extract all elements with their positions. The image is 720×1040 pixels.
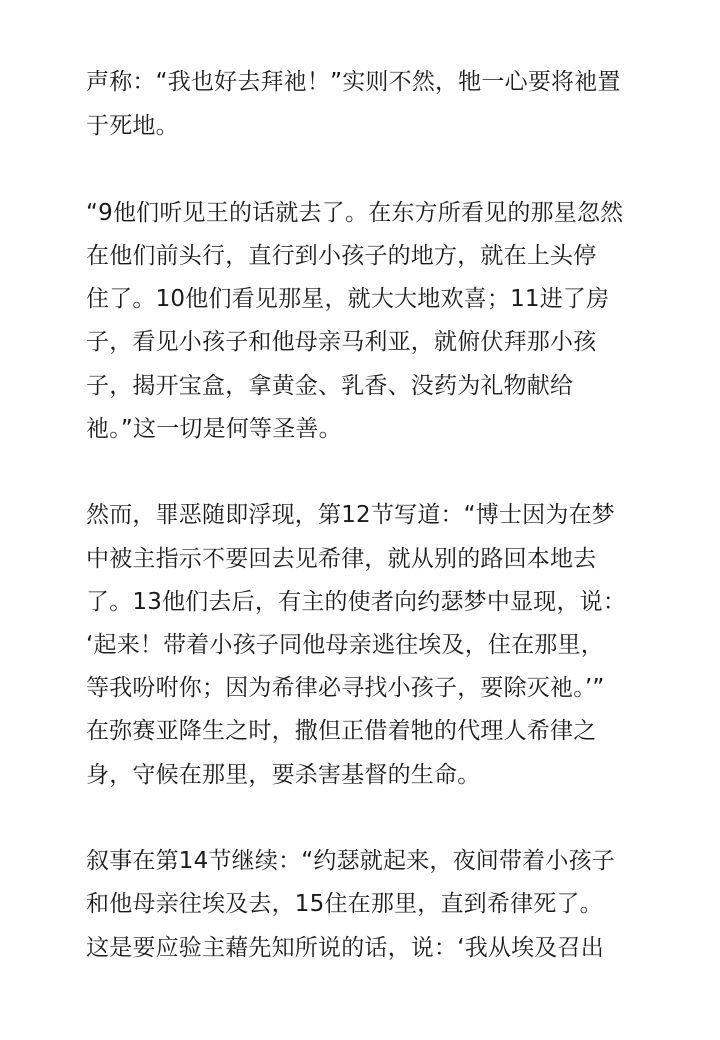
- text-line: 住了。10他们看见那星，就大大地欢喜；11进了房: [86, 286, 610, 312]
- text-line: 这是要应验主藉先知所说的话，说：‘我从埃及召出: [86, 935, 604, 961]
- text-line: 身，守候在那里，要杀害基督的生命。: [86, 762, 481, 788]
- text-line: 叙事在第14节继续：“约瑟就起来，夜间带着小孩子: [86, 848, 615, 874]
- text-line: 子，看见小孩子和他母亲马利亚，就俯伏拜那小孩: [86, 329, 597, 355]
- text-line: 等我吩咐你；因为希律必寻找小孩子，要除灭祂。’”: [86, 675, 605, 701]
- text-line: 在他们前头行，直行到小孩子的地方，就在上头停: [86, 243, 597, 269]
- text-line: “9他们听见王的话就去了。在东方所看见的那星忽然: [86, 200, 624, 226]
- text-line: 声称：“我也好去拜祂！”实则不然，牠一心要将祂置: [86, 69, 621, 95]
- text-line: 然而，罪恶随即浮现，第12节写道：“博士因为在梦: [86, 502, 615, 528]
- text-line: 了。13他们去后，有主的使者向约瑟梦中显现，说：: [86, 589, 627, 615]
- text-line: 中被主指示不要回去见希律，就从别的路回本地去: [86, 546, 597, 572]
- text-line: ‘起来！带着小孩子同他母亲逃往埃及，住在那里，: [86, 632, 604, 658]
- text-line: 于死地。: [86, 113, 179, 139]
- text-line: 和他母亲往埃及去，15住在那里，直到希律死了。: [86, 891, 603, 917]
- text-line: 在弥赛亚降生之时，撒但正借着牠的代理人希律之: [86, 718, 597, 744]
- text-line: 子，揭开宝盒，拿黄金、乳香、没药为礼物献给: [86, 373, 574, 399]
- text-line: 祂。”这一切是何等圣善。: [86, 416, 342, 442]
